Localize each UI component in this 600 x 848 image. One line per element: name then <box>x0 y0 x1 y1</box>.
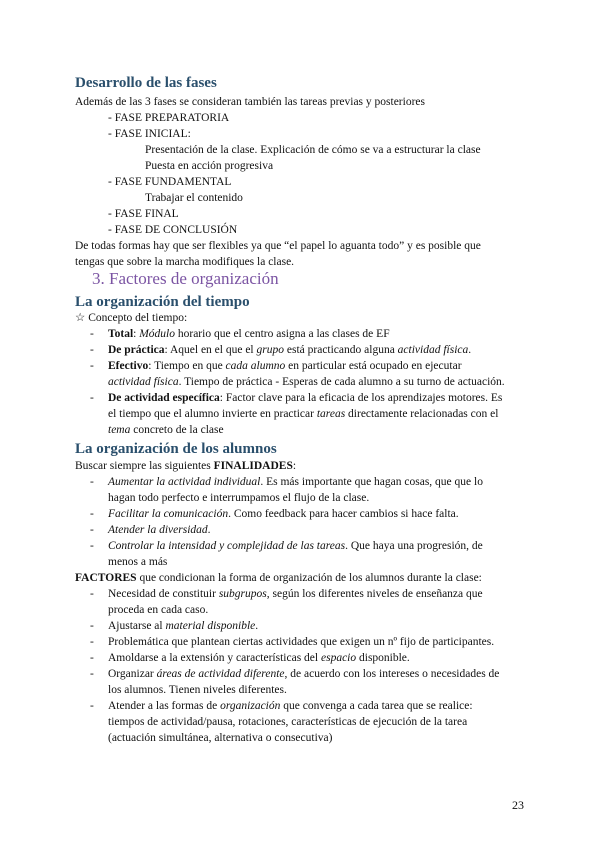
dash-marker: - <box>90 508 94 520</box>
page-number: 23 <box>512 798 524 812</box>
factor-item-cont: tiempos de actividad/pausa, rotaciones, características de ejecución de la tarea <box>108 716 468 728</box>
finalidad-item-cont: menos a más <box>108 556 168 568</box>
fase-subitem: Trabajar el contenido <box>145 192 243 204</box>
fase-item: - FASE DE CONCLUSIÓN <box>108 224 238 236</box>
dash-marker: - <box>90 392 94 404</box>
finalidad-item: Facilitar la comunicación. Como feedback para hacer cambios si hace falta. <box>108 508 459 520</box>
fase-item: - FASE FINAL <box>108 208 179 220</box>
heading-desarrollo-fases: Desarrollo de las fases <box>75 75 217 91</box>
fase-item: - FASE INICIAL: <box>108 128 191 140</box>
list-item-efectivo: Efectivo: Tiempo en que cada alumno en particular está ocupado en ejecutar <box>108 360 462 372</box>
dash-marker: - <box>90 524 94 536</box>
dash-marker: - <box>90 652 94 664</box>
list-item-especifica: De actividad específica: Factor clave para la eficacia de los aprendizajes motores. Es <box>108 392 503 404</box>
finalidad-item: Aumentar la actividad individual. Es más importante que hagan cosas, que que lo <box>108 476 483 488</box>
finalidad-item-cont: hagan todo perfecto e interrumpamos el flujo de la clase. <box>108 492 370 504</box>
dash-marker: - <box>90 540 94 552</box>
star-icon: ☆ <box>75 312 86 324</box>
section-title: 3. Factores de organización <box>92 269 279 288</box>
fase-item: - FASE PREPARATORIA <box>108 112 230 124</box>
factor-item: Problemática que plantean ciertas actividades que exigen un nº fijo de participantes. <box>108 636 495 648</box>
fase-subitem: Presentación de la clase. Explicación de cómo se va a estructurar la clase <box>145 144 481 156</box>
fase-item: - FASE FUNDAMENTAL <box>108 176 232 188</box>
dash-marker: - <box>90 328 94 340</box>
fases-intro: Además de las 3 fases se consideran también las tareas previas y posteriores <box>75 96 425 108</box>
factor-item: Ajustarse al material disponible. <box>108 620 259 632</box>
dash-marker: - <box>90 620 94 632</box>
factor-item: Amoldarse a la extensión y características del espacio disponible. <box>108 652 410 664</box>
tiempo-intro-text: Concepto del tiempo: <box>88 312 188 324</box>
factor-item: Atender a las formas de organización que convenga a cada tarea que se realice: <box>108 700 473 712</box>
fases-closing: tengas que sobre la marcha modifiques la clase. <box>75 256 295 268</box>
dash-marker: - <box>90 636 94 648</box>
fase-subitem: Puesta en acción progresiva <box>145 160 274 172</box>
list-item-practica: De práctica: Aquel en el que el grupo está practicando alguna actividad física. <box>108 344 472 356</box>
factor-item-cont: (actuación simultánea, alternativa o consecutiva) <box>108 732 333 744</box>
dash-marker: - <box>90 360 94 372</box>
dash-marker: - <box>90 476 94 488</box>
heading-organizacion-tiempo: La organización del tiempo <box>75 294 250 310</box>
finalidades-intro: Buscar siempre las siguientes FINALIDADES: <box>75 460 297 472</box>
finalidad-item: Controlar la intensidad y complejidad de las tareas. Que haya una progresión, de <box>108 540 483 552</box>
factor-item-cont: proceda en cada caso. <box>108 604 209 616</box>
tiempo-intro <box>75 310 187 326</box>
fases-closing: De todas formas hay que ser flexibles ya que “el papel lo aguanta todo” y es posible que <box>75 240 481 252</box>
list-item-efectivo-cont: actividad física. Tiempo de práctica - Esperas de cada alumno a su turno de actuación. <box>108 376 505 388</box>
heading-organizacion-alumnos: La organización de los alumnos <box>75 441 277 457</box>
list-item-especifica-cont: el tiempo que el alumno invierte en practicar tareas directamente relacionadas con el <box>108 408 499 420</box>
dash-marker: - <box>90 700 94 712</box>
list-item-especifica-cont: tema concreto de la clase <box>108 424 224 436</box>
factor-item-cont: los alumnos. Tienen niveles diferentes. <box>108 684 287 696</box>
factores-intro: FACTORES que condicionan la forma de organización de los alumnos durante la clase: <box>75 572 482 584</box>
dash-marker: - <box>90 344 94 356</box>
dash-marker: - <box>90 668 94 680</box>
factor-item: Necesidad de constituir subgrupos, según los diferentes niveles de enseñanza que <box>108 588 483 600</box>
factor-item: Organizar áreas de actividad diferente, de acuerdo con los intereses o necesidades de <box>108 668 500 680</box>
finalidad-item: Atender la diversidad. <box>108 524 211 536</box>
dash-marker: - <box>90 588 94 600</box>
list-item-total: Total: Módulo horario que el centro asigna a las clases de EF <box>108 328 390 340</box>
